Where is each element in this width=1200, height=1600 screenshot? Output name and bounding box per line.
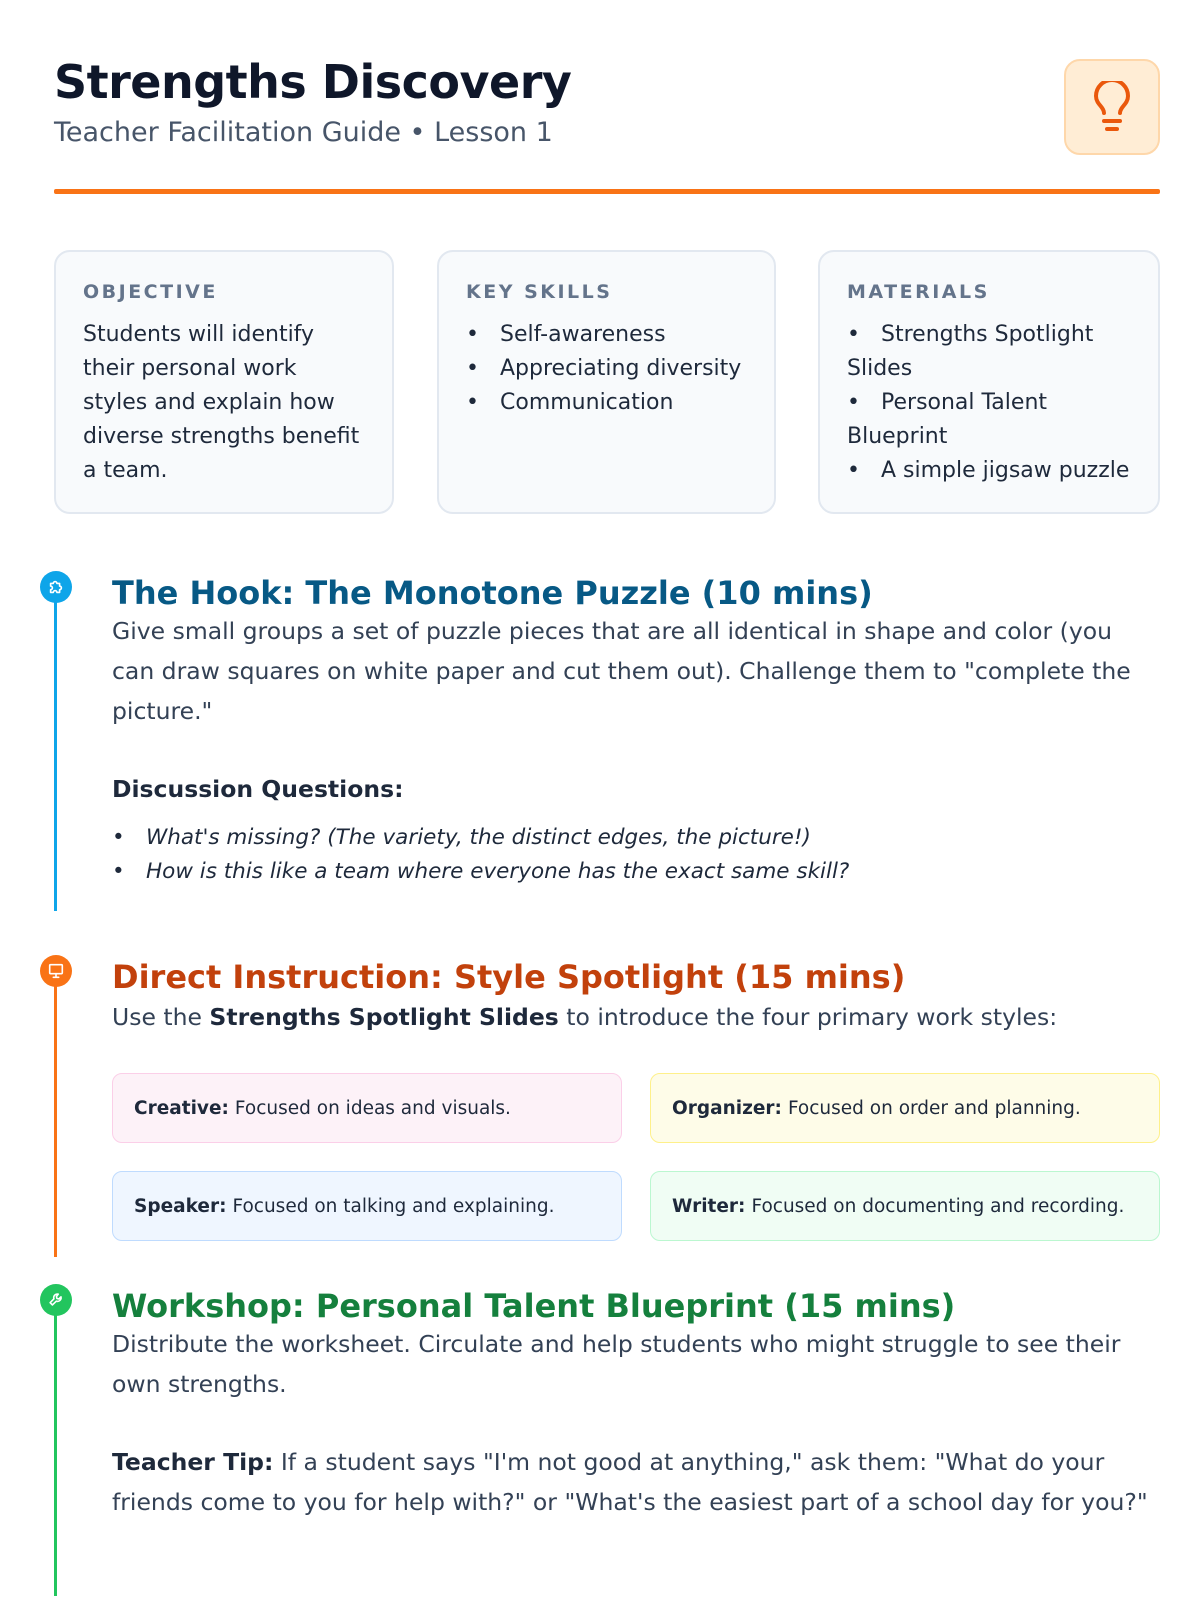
lightbulb-icon — [1064, 59, 1160, 155]
puzzle-icon — [40, 571, 72, 603]
style-creative — [112, 1073, 622, 1143]
info-cards — [54, 250, 1160, 514]
list-item: • A simple jigsaw puzzle — [847, 454, 1132, 488]
instruction-section — [40, 955, 1160, 1245]
list-item: • How is this like a team where everyone has the exact same skill? — [112, 855, 1160, 889]
instruction-intro — [112, 997, 1160, 1037]
materials-label: MATERIALS — [847, 281, 990, 303]
key-skills-card — [437, 250, 776, 514]
workshop-section — [40, 1284, 1160, 1584]
style-name: Creative: — [134, 1097, 229, 1119]
workshop-title: Workshop: Personal Talent Blueprint (15 mins) — [112, 1287, 956, 1325]
list-item: • Self-awareness — [466, 318, 748, 352]
style-speaker — [112, 1171, 622, 1241]
style-desc: Focused on talking and explaining. — [232, 1195, 555, 1217]
style-writer — [650, 1171, 1160, 1241]
list-item: • Appreciating diversity — [466, 352, 748, 386]
objective-card — [54, 250, 394, 514]
header-divider — [54, 189, 1160, 194]
hook-title: The Hook: The Monotone Puzzle (10 mins) — [112, 574, 873, 612]
hook-body — [112, 611, 1160, 889]
materials-list — [847, 318, 1132, 488]
slides-name: Strengths Spotlight Slides — [209, 1003, 559, 1031]
list-item: • Communication — [466, 386, 748, 420]
page-title: Strengths Discovery — [54, 55, 572, 109]
page-subtitle: Teacher Facilitation Guide • Lesson 1 — [54, 117, 553, 148]
style-name: Speaker: — [134, 1195, 227, 1217]
intro-text: to introduce the four primary work styles: — [558, 1003, 1058, 1031]
work-styles-grid — [112, 1073, 1160, 1241]
style-desc: Focused on documenting and recording. — [751, 1195, 1125, 1217]
discussion-questions — [112, 821, 1160, 889]
discussion-heading: Discussion Questions: — [112, 775, 404, 803]
style-name: Organizer: — [672, 1097, 782, 1119]
workshop-description: Distribute the worksheet. Circulate and help students who might struggle to see their own strengths. — [112, 1330, 1121, 1398]
timeline-line — [54, 587, 57, 911]
timeline-line — [54, 971, 57, 1257]
list-item: • Strengths Spotlight Slides — [847, 318, 1132, 386]
list-item: • What's missing? (The variety, the distinct edges, the picture!) — [112, 821, 1160, 855]
teacher-tip — [112, 1442, 1160, 1522]
style-organizer — [650, 1073, 1160, 1143]
presentation-icon — [40, 955, 72, 987]
list-item: • Personal Talent Blueprint — [847, 386, 1132, 454]
objective-text: Students will identify their personal work styles and explain how diverse strengths benefit a team. — [83, 322, 360, 483]
hook-section — [40, 571, 1160, 911]
style-desc: Focused on ideas and visuals. — [234, 1097, 511, 1119]
style-name: Writer: — [672, 1195, 746, 1217]
intro-text: Use the — [112, 1003, 210, 1031]
materials-card — [818, 250, 1160, 514]
wrench-icon — [40, 1284, 72, 1316]
timeline-line — [54, 1300, 57, 1596]
tip-label: Teacher Tip: — [112, 1448, 274, 1476]
key-skills-list — [466, 318, 748, 420]
key-skills-label: KEY SKILLS — [466, 281, 613, 303]
style-desc: Focused on order and planning. — [787, 1097, 1081, 1119]
workshop-body — [112, 1324, 1160, 1522]
tip-text: If a student says "I'm not good at anything," ask them: "What do your friends come to you for help with?" or "What's the easiest part of a school day for you?" — [112, 1448, 1148, 1516]
instruction-title: Direct Instruction: Style Spotlight (15 mins) — [112, 958, 906, 996]
hook-description: Give small groups a set of puzzle pieces that are all identical in shape and color (you can draw squares on white paper and cut them out). Challenge them to "complete the picture." — [112, 617, 1131, 725]
objective-label: OBJECTIVE — [83, 281, 218, 303]
page-header — [54, 50, 1160, 196]
